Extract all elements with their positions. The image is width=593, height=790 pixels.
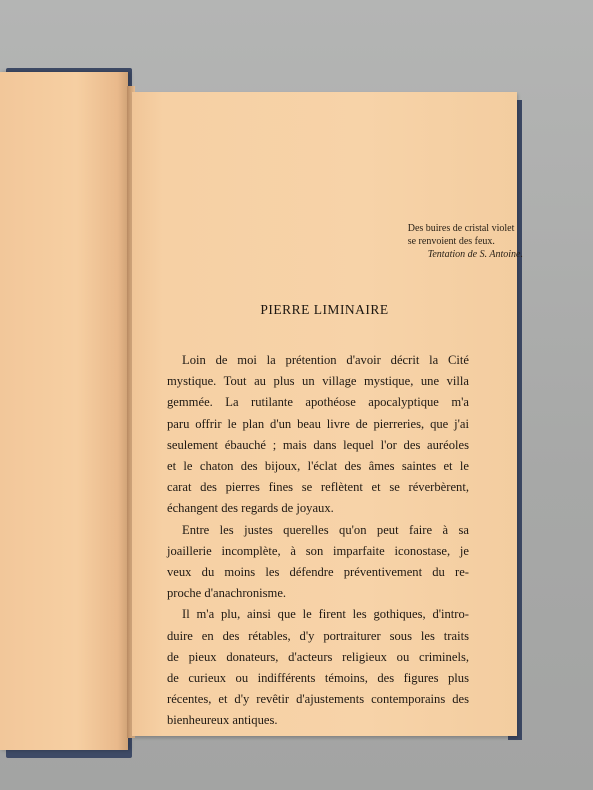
text-line: et le chaton des bijoux, l'éclat des âmes saintes et le (167, 459, 469, 474)
epigraph-line-2: se renvoient des feux. (407, 236, 495, 247)
text-line: bienheureux antiques. (167, 713, 278, 728)
text-line: de curieux ou indifférents témoins, des figures plus (167, 671, 469, 686)
text-line: Il m'a plu, ainsi que le firent les gothiques, d'intro- (182, 607, 469, 622)
text-line: veux du moins les défendre préventivement du re- (167, 565, 469, 580)
left-page (0, 72, 128, 750)
text-line: récentes, et d'y revêtir d'ajustements contemporains des (167, 692, 469, 707)
text-line: de pieux donateurs, d'acteurs religieux ou criminels, (167, 649, 469, 664)
page-title: PIERRE LIMINAIRE (260, 302, 389, 317)
text-line: mystique. Tout au plus un village mystique, une villa (167, 374, 469, 389)
text-line: échangent des regards de joyaux. (167, 501, 334, 516)
text-line: duire en des rétables, d'y portraiturer sous les traits (167, 628, 469, 643)
body-text (167, 350, 469, 732)
epigraph (408, 222, 523, 261)
text-line: gemmée. La rutilante apothéose apocalyptique m'a (167, 395, 469, 410)
text-line: carat des pierres fines se reflètent et se réverbèrent, (167, 480, 469, 495)
epigraph-source: Tentation de S. Antoine. (427, 249, 523, 260)
text-line: seulement ébauché ; mais dans lequel l'or des auréoles (167, 437, 469, 452)
text-line: Entre les justes querelles qu'on peut faire à sa (182, 522, 469, 537)
text-line: joaillerie incomplète, à son imparfaite iconostase, je (167, 543, 469, 558)
text-line: paru offrir le plan d'un beau livre de pierreries, que j'ai (167, 416, 469, 431)
epigraph-line-1: Des buires de cristal violet (407, 223, 515, 234)
text-line: Loin de moi la prétention d'avoir décrit la Cité (182, 353, 469, 367)
text-line: proche d'anachronisme. (167, 586, 287, 601)
